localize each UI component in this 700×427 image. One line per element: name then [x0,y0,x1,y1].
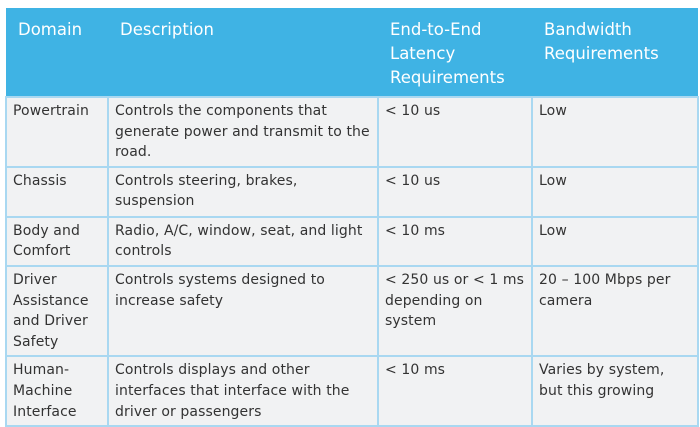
cell-latency: < 10 ms [378,356,532,426]
cell-latency: < 10 us [378,97,532,167]
cell-domain: Body and Comfort [6,217,108,266]
header-description: Description [108,8,378,97]
cell-domain: Human-Machine Interface [6,356,108,426]
table-row [6,266,698,356]
cell-description: Radio, A/C, window, seat, and light controls [108,217,378,266]
table-row [6,217,698,266]
cell-latency: < 10 us [378,167,532,217]
table-row [6,356,698,426]
header-latency: End-to-End Latency Requirements [378,8,532,97]
cell-latency: < 10 ms [378,217,532,266]
cell-bandwidth: Varies by system, but this growing [532,356,698,426]
header-bandwidth: Bandwidth Requirements [532,8,698,97]
cell-latency: < 250 us or < 1 ms depending on system [378,266,532,356]
cell-description: Controls systems designed to increase safety [108,266,378,356]
cell-bandwidth: 20 – 100 Mbps per camera [532,266,698,356]
cell-bandwidth: Low [532,217,698,266]
header-row [6,8,698,97]
cell-domain: Chassis [6,167,108,217]
cell-bandwidth: Low [532,97,698,167]
cell-description: Controls displays and other interfaces that interface with the driver or passengers [108,356,378,426]
cell-domain: Powertrain [6,97,108,167]
cell-bandwidth: Low [532,167,698,217]
cell-domain: Driver Assistance and Driver Safety [6,266,108,356]
cell-description: Controls the components that generate power and transmit to the road. [108,97,378,167]
requirements-table [5,8,699,427]
cell-description: Controls steering, brakes, suspension [108,167,378,217]
table-row [6,167,698,217]
header-domain: Domain [6,8,108,97]
table-row [6,97,698,167]
